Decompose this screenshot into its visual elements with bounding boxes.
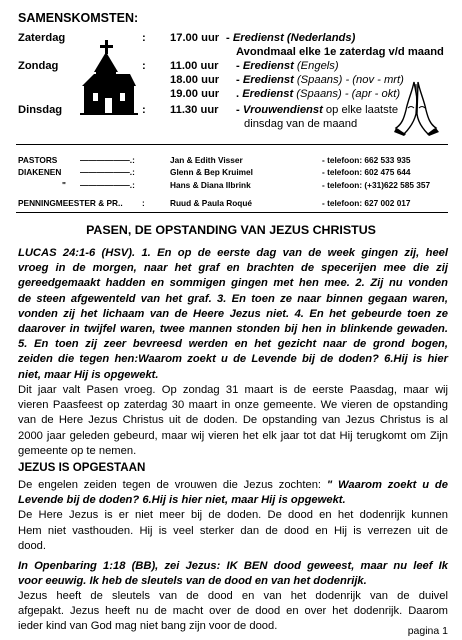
paragraph-line: afgepakt. Jezus heeft nu de macht over de dood en over het dodenrijk. Daarom [18,605,448,618]
contact-phone: - telefoon: 627 002 017 [322,198,411,208]
contact-dash: ——————.: [80,180,135,190]
contact-phone: - telefoon: (+31)622 585 357 [322,180,431,190]
contact-dash: ——————.: [80,155,135,165]
paragraph-line: Dit jaar valt Pasen vroeg. Op zondag 31 maart is de eerste Paasdag, maar wij [18,384,448,396]
paragraph-line: 2000 jaar geleden gebeurd, maar wij vieren het elk jaar tot dat Hij terugkomt om Zijn [18,429,448,442]
time-tuesday: 11.30 uur [170,104,219,116]
contact-dash: ——————.: [80,167,135,177]
colon: : [142,60,146,72]
colon: : [142,104,146,116]
quote-line: In Openbaring 1:18 (BB), zei Jezus: IK BEN dood geweest, maar nu leef Ik [18,560,448,572]
paragraph-line: dood. [18,539,46,552]
scripture-line: vroeg in de morgen, naar het graf en brachten de specerijen mee die zij [18,262,448,275]
scripture-line: gereedgemaakt hadden en sommigen gingen met hen mee. 2. Zij nu vonden [18,277,448,290]
scripture-line: daarover in twijfel waren, twee mannen stonden bij hen in blinkende gewaden. [18,323,448,336]
contact-phone: - telefoon: 662 533 935 [322,155,411,165]
time-sunday-2: 18.00 uur [170,74,220,86]
time-sunday-3: 19.00 uur [170,88,220,100]
time-sunday-1: 11.00 uur [170,60,219,72]
scripture-line: niet, maar Hij is opgewekt. [18,368,159,381]
section-heading: JEZUS IS OPGESTAAN [18,461,146,474]
contact-role: PENNINGMEESTER & PR.. [18,198,123,208]
praying-hands-icon [392,78,442,136]
time-saturday: 17.00 uur [170,32,220,44]
scripture-line: vonden zij het lichaam van de Heere Jezus niet. 4. En het gebeurde toen ze [18,307,448,320]
paragraph-line: Levende bij de doden? 6.Hij is hier niet, maar Hij is opgewekt. [18,494,346,507]
day-saturday: Zaterdag [18,32,66,44]
paragraph-line: van de Here Jezus Christus uit de doden. De opstanding van Jezus Christus is al [18,414,448,427]
divider-bottom [16,212,448,213]
paragraph-line: Jezus heeft de sleutels van de dood en van het dodenrijk van de duivel [18,590,448,602]
quote-line: voor eeuwig. Ik heb de sleutels van de dood en van het dodenrijk. [18,575,367,588]
contact-dash: : [142,198,145,208]
contact-names: Jan & Edith Visser [170,155,243,165]
schedule-heading: SAMENSKOMSTEN: [18,11,139,25]
day-sunday: Zondag [18,60,59,72]
colon: : [142,32,146,44]
section1-paragraph [18,478,448,554]
revelation-quote [18,559,448,589]
scripture-passage [18,246,448,383]
contact-names: Ruud & Paula Roqué [170,198,253,208]
paragraph-line: vieren Paasfeest op zaterdag 30 maart in onze gemeente. We vieren de opstanding [18,399,448,412]
article-title: PASEN, DE OPSTANDING VAN JEZUS CHRISTUS [86,223,376,237]
service-sunday-1: - Eredienst (Engels) [236,60,339,72]
paragraph-line: De engelen zeiden tegen de vrouwen die Jezus zochten: " Waarom zoekt u de [18,479,448,491]
scripture-line: 5. En toen zij zeer bevreesd werden en het gezicht naar de grond bogen, [18,338,448,351]
contact-names: Glenn & Bep Kruimel [170,167,253,177]
scripture-line: de steen afgewenteld van het graf. 3. En toen ze naar binnen gegaan waren, [18,292,448,305]
church-icon [74,40,138,118]
service-tuesday-note: dinsdag van de maand [244,118,358,130]
day-tuesday: Dinsdag [18,104,63,116]
paragraph-line: gemeente op te nemen. [18,444,137,457]
scripture-line: LUCAS 24:1-6 (HSV). 1. En op de eerste dag van de week gingen zij, heel [18,247,448,259]
service-saturday: - Eredienst (Nederlands) [226,32,356,44]
contact-phone: - telefoon: 602 475 644 [322,167,411,177]
paragraph-line: ieder kind van God mag niet bang zijn voor de dood. [18,620,278,633]
scripture-line: zeiden die tegen hen:Waarom zoekt u de Levende bij de doden? 6.Hij is hier [18,353,448,366]
page-number: pagina 1 [407,625,448,637]
paragraph-line: De Here Jezus is er niet meer bij de doden. De dood en het dodenrijk kunnen [18,509,448,522]
service-tuesday: - Vrouwendienst op elke laatste [236,104,399,116]
paragraph-line: Hem niet vasthouden. Hij is veel sterker dan de dood en Hij is verrezen uit de [18,524,448,537]
closing-paragraph [18,589,448,635]
service-sunday-3: . Eredienst (Spaans) - (apr - okt) [236,88,401,100]
contact-role: " [62,180,66,190]
contact-role: DIAKENEN [18,167,62,177]
divider-top [16,144,448,145]
service-sunday-2: - Eredienst (Spaans) - (nov - mrt) [236,74,404,86]
intro-paragraph [18,383,448,459]
contact-role: PASTORS [18,155,58,165]
contact-names: Hans & Diana Ilbrink [170,180,251,190]
service-saturday-note: Avondmaal elke 1e zaterdag v/d maand [236,46,444,58]
